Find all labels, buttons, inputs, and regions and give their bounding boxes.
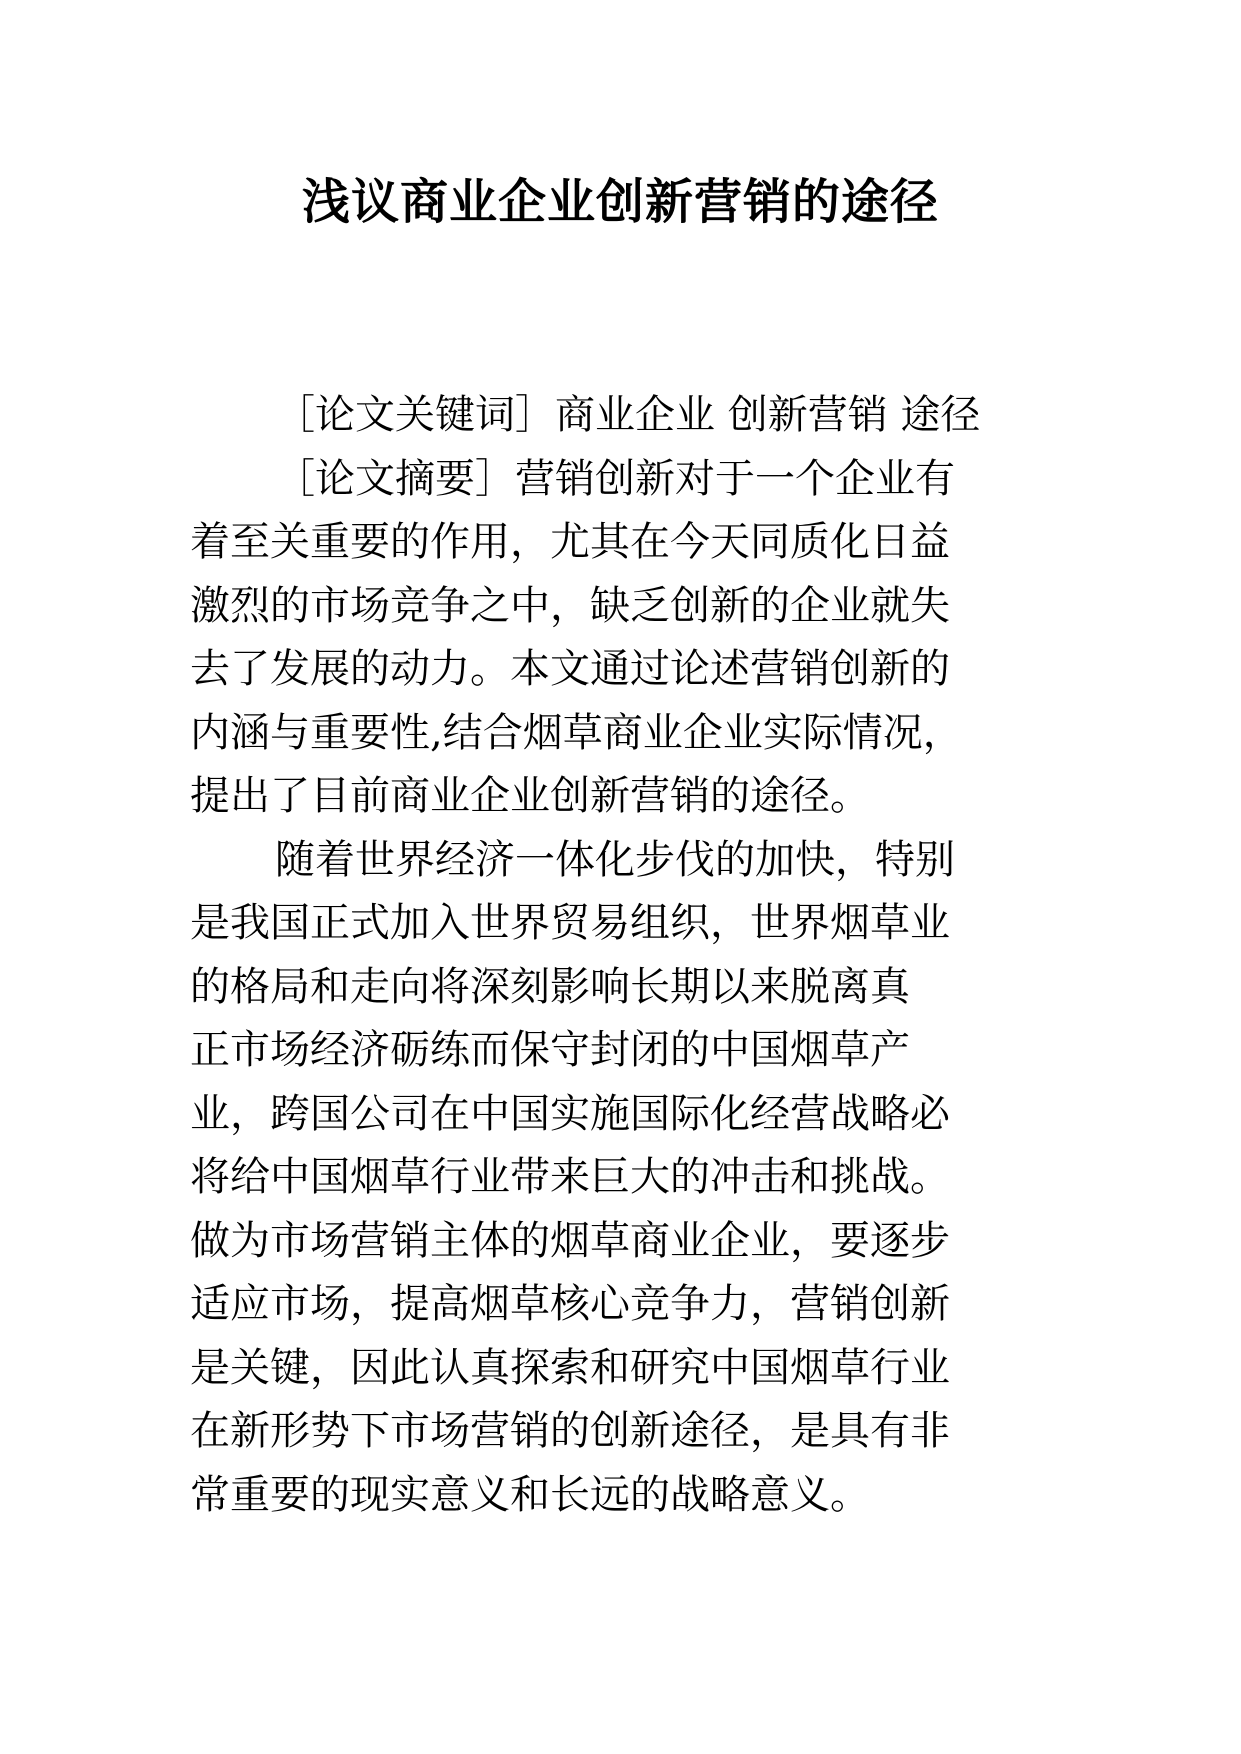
document-body bbox=[190, 384, 1060, 1527]
abstract-line: ［论文摘要］营销创新对于一个企业有 bbox=[275, 455, 955, 502]
keywords-line: ［论文关键词］商业企业 创新营销 途径 bbox=[275, 392, 981, 438]
abstract-line: 激烈的市场竞争之中，缺乏创新的企业就失 bbox=[190, 582, 950, 629]
paragraph-line: 适应市场，提高烟草核心竞争力，营销创新 bbox=[190, 1281, 950, 1327]
paragraph-line: 将给中国烟草行业带来巨大的冲击和挑战。 bbox=[190, 1154, 950, 1200]
paragraph-line: 常重要的现实意义和长远的战略意义。 bbox=[190, 1471, 870, 1518]
paragraph-line: 是我国正式加入世界贸易组织，世界烟草业 bbox=[190, 900, 950, 946]
abstract-line: 提出了目前商业企业创新营销的途径。 bbox=[190, 773, 870, 819]
paragraph-line: 业，跨国公司在中国实施国际化经营战略必 bbox=[190, 1090, 950, 1137]
abstract-line: 去了发展的动力。本文通过论述营销创新的 bbox=[190, 646, 950, 692]
paragraph-line: 做为市场营销主体的烟草商业企业，要逐步 bbox=[190, 1217, 950, 1264]
abstract-line: 内涵与重要性,结合烟草商业企业实际情况， bbox=[190, 709, 963, 756]
document-title: 浅议商业企业创新营销的途径 bbox=[301, 174, 939, 230]
paragraph-line: 是关键，因此认真探索和研究中国烟草行业 bbox=[190, 1344, 950, 1391]
paragraph-line: 在新形势下市场营销的创新途径，是具有非 bbox=[190, 1408, 950, 1454]
abstract-line: 着至关重要的作用，尤其在今天同质化日益 bbox=[190, 519, 950, 565]
paragraph-line: 正市场经济砺练而保守封闭的中国烟草产 bbox=[190, 1027, 910, 1073]
paragraph-line: 的格局和走向将深刻影响长期以来脱离真 bbox=[190, 963, 910, 1010]
paragraph-line: 随着世界经济一体化步伐的加快，特别 bbox=[275, 836, 955, 883]
